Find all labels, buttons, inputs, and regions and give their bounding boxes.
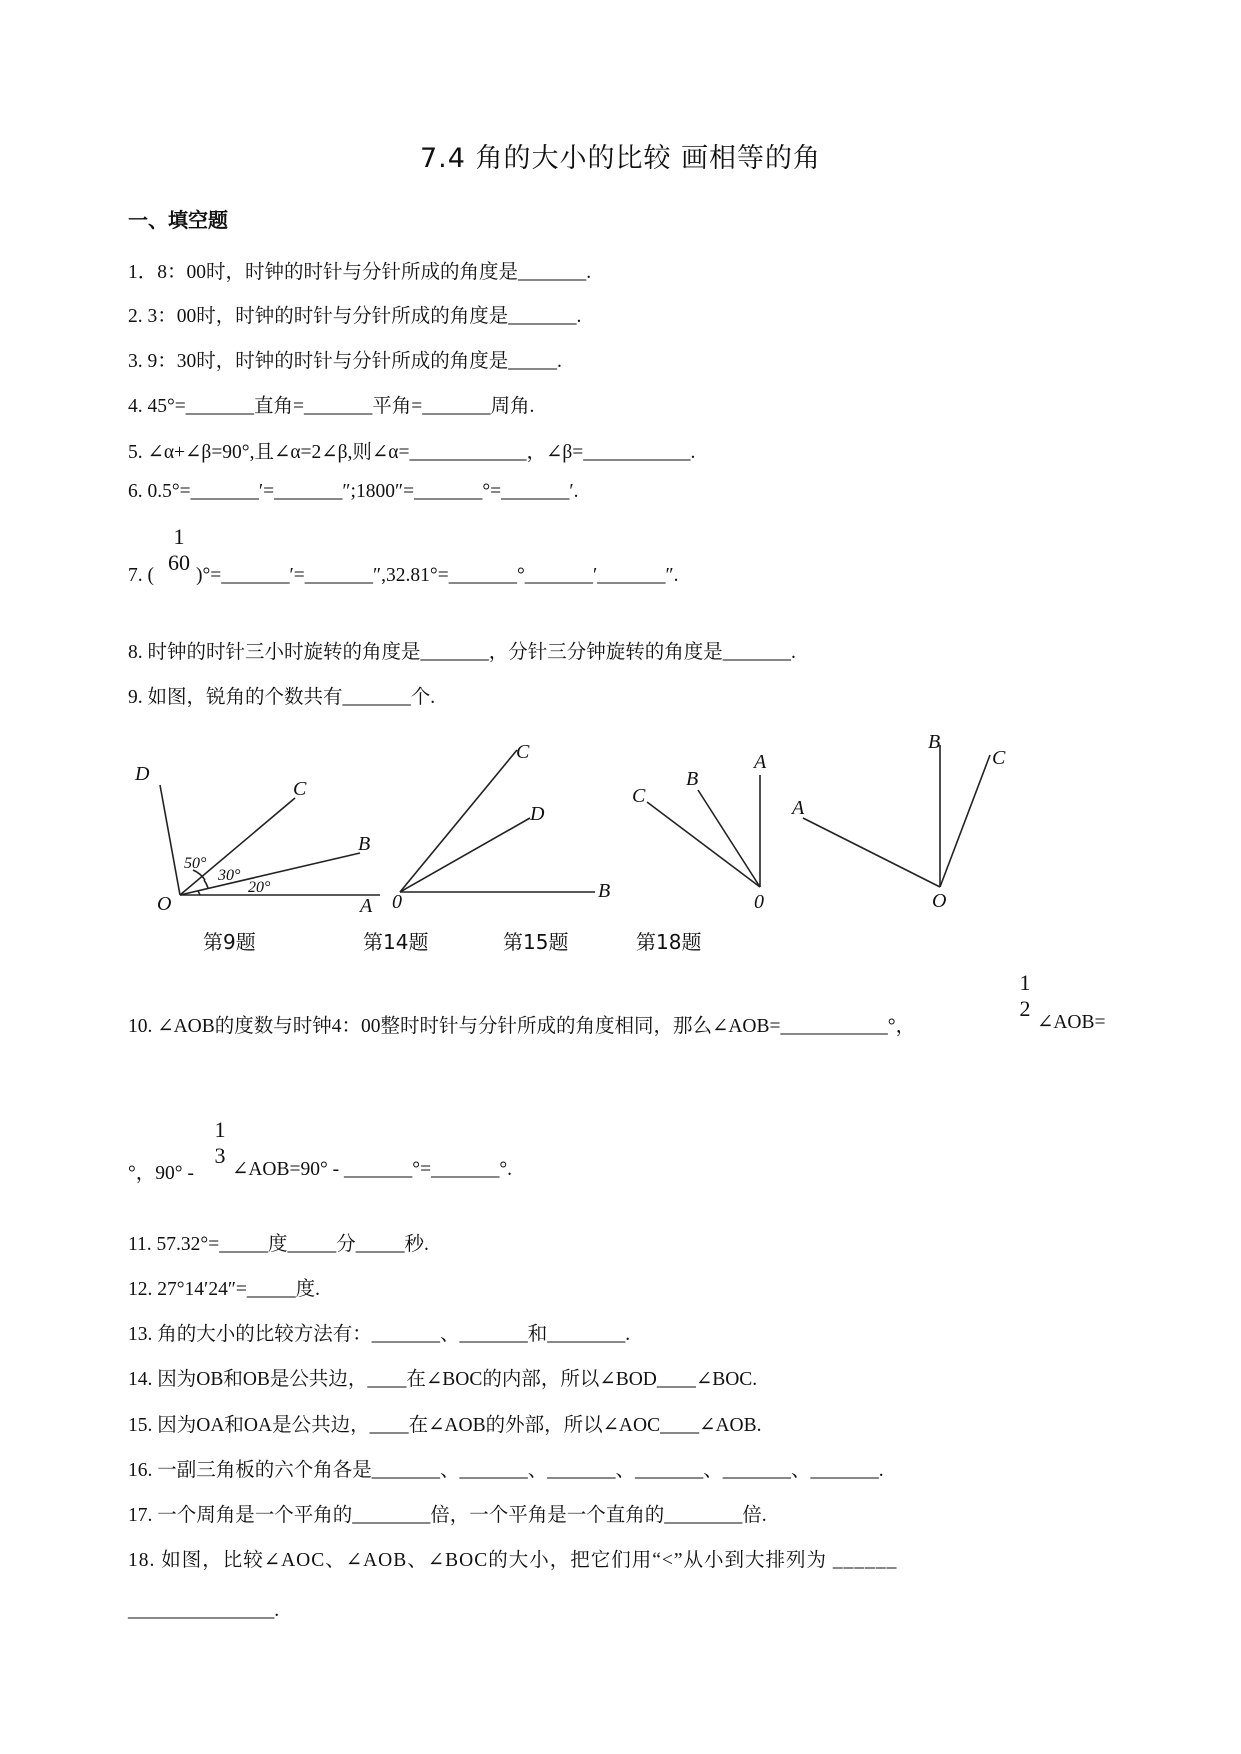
fig18-ray-oa <box>803 818 940 887</box>
caption-fig9: 第9题 <box>203 930 256 954</box>
fig14-ray-od <box>400 818 530 892</box>
question-17: 17. 一个周角是一个平角的________倍，一个平角是一个直角的________倍. <box>128 1505 767 1526</box>
caption-fig18: 第18题 <box>636 930 702 954</box>
fig15-label-b: B <box>686 768 699 790</box>
question-12: 12. 27°14′24″=_____度. <box>128 1279 321 1300</box>
question-15: 15. 因为OA和OA是公共边，____在∠AOB的外部，所以∠AOC____∠AOB. <box>128 1415 762 1436</box>
fraction-denominator: 3 <box>214 1143 226 1168</box>
fig9-angle-50: 50° <box>184 855 207 872</box>
fig14-label-c: C <box>516 741 530 763</box>
fraction-numerator: 1 <box>173 524 185 549</box>
fig9-arc-30 <box>204 880 208 888</box>
fraction-numerator: 1 <box>1019 970 1031 995</box>
question-14: 14. 因为OB和OB是公共边，____在∠BOC的内部，所以∠BOD____∠BOC. <box>128 1369 758 1390</box>
question-10-fraction-half <box>1012 970 1038 1022</box>
question-10-fraction-third <box>207 1117 233 1169</box>
fig18-label-b: B <box>928 731 941 753</box>
fraction-denominator: 2 <box>1019 996 1031 1021</box>
question-6: 6. 0.5°=_______′=_______″;1800″=_______°=_______′. <box>128 481 579 502</box>
fig9-ray-od <box>160 785 180 895</box>
fig9-label-a: A <box>360 895 373 917</box>
question-2: 2. 3：00时，时钟的时针与分针所成的角度是_______. <box>128 306 582 327</box>
fig18-ray-oc <box>940 755 990 887</box>
fig15-ray-ob <box>698 790 760 887</box>
fraction-numerator: 1 <box>214 1117 226 1142</box>
question-7-prefix: 7. ( <box>128 565 154 586</box>
question-10-tail: ∠AOB= <box>1037 1012 1106 1033</box>
fig15-ray-oc <box>647 802 760 887</box>
fig14-label-o: 0 <box>392 891 402 913</box>
figures-row <box>120 730 1120 920</box>
caption-fig14: 第14题 <box>363 930 429 954</box>
question-3: 3. 9：30时，时钟的时针与分针所成的角度是_____. <box>128 351 562 372</box>
question-8: 8. 时钟的时针三小时旋转的角度是_______，分针三分钟旋转的角度是_______. <box>128 642 796 663</box>
question-11: 11. 57.32°=_____度_____分_____秒. <box>128 1234 429 1255</box>
question-10-line2-suffix: ∠AOB=90° - _______°=_______°. <box>232 1159 513 1180</box>
fig9-label-b: B <box>358 833 371 855</box>
section-heading: 一、填空题 <box>128 208 228 232</box>
fig9-label-c: C <box>293 778 307 800</box>
question-16: 16. 一副三角板的六个角各是_______、_______、_______、_______、_______、_______. <box>128 1460 884 1481</box>
fig14-label-d: D <box>530 803 545 825</box>
question-13: 13. 角的大小的比较方法有：_______、_______和________. <box>128 1324 631 1345</box>
fig14-ray-oc <box>400 750 517 892</box>
fig15-label-c: C <box>632 785 646 807</box>
fig14-label-b: B <box>598 880 611 902</box>
question-18: 18. 如图，比较∠AOC、∠AOB、∠BOC的大小，把它们用“<”从小到大排列为 ______ <box>128 1550 898 1571</box>
question-7-fraction <box>162 524 196 576</box>
question-10-line1: 10. ∠AOB的度数与时钟4：00整时时针与分针所成的角度相同，那么∠AOB=___________°， <box>128 1016 916 1037</box>
fig15-label-a: A <box>754 751 767 773</box>
fig18-label-c: C <box>992 747 1006 769</box>
fig9-label-o: O <box>157 893 172 915</box>
fig18-label-a: A <box>792 797 805 819</box>
fig15-label-o: 0 <box>754 891 764 913</box>
question-5: 5. ∠α+∠β=90°,且∠α=2∠β,则∠α=____________，∠β=___________. <box>128 442 696 463</box>
fraction-denominator: 60 <box>168 550 190 575</box>
fig9-angle-30: 30° <box>218 867 241 884</box>
fig9-label-d: D <box>135 763 150 785</box>
question-10-line2-prefix: °，90° - <box>128 1163 194 1184</box>
question-9: 9. 如图，锐角的个数共有_______个. <box>128 687 436 708</box>
page-title: 7.4 角的大小的比较 画相等的角 <box>419 143 822 174</box>
question-7-suffix: )°=_______′=_______″,32.81°=_______°_______′_______″. <box>196 565 679 586</box>
question-1: 1．8：00时，时钟的时针与分针所成的角度是_______. <box>128 262 592 283</box>
fig9-angle-20: 20° <box>248 879 271 896</box>
caption-fig15: 第15题 <box>503 930 569 954</box>
question-18-continued: _______________. <box>128 1600 280 1621</box>
question-4: 4. 45°=_______直角=_______平角=_______周角. <box>128 396 535 417</box>
fig18-label-o: O <box>932 890 947 912</box>
